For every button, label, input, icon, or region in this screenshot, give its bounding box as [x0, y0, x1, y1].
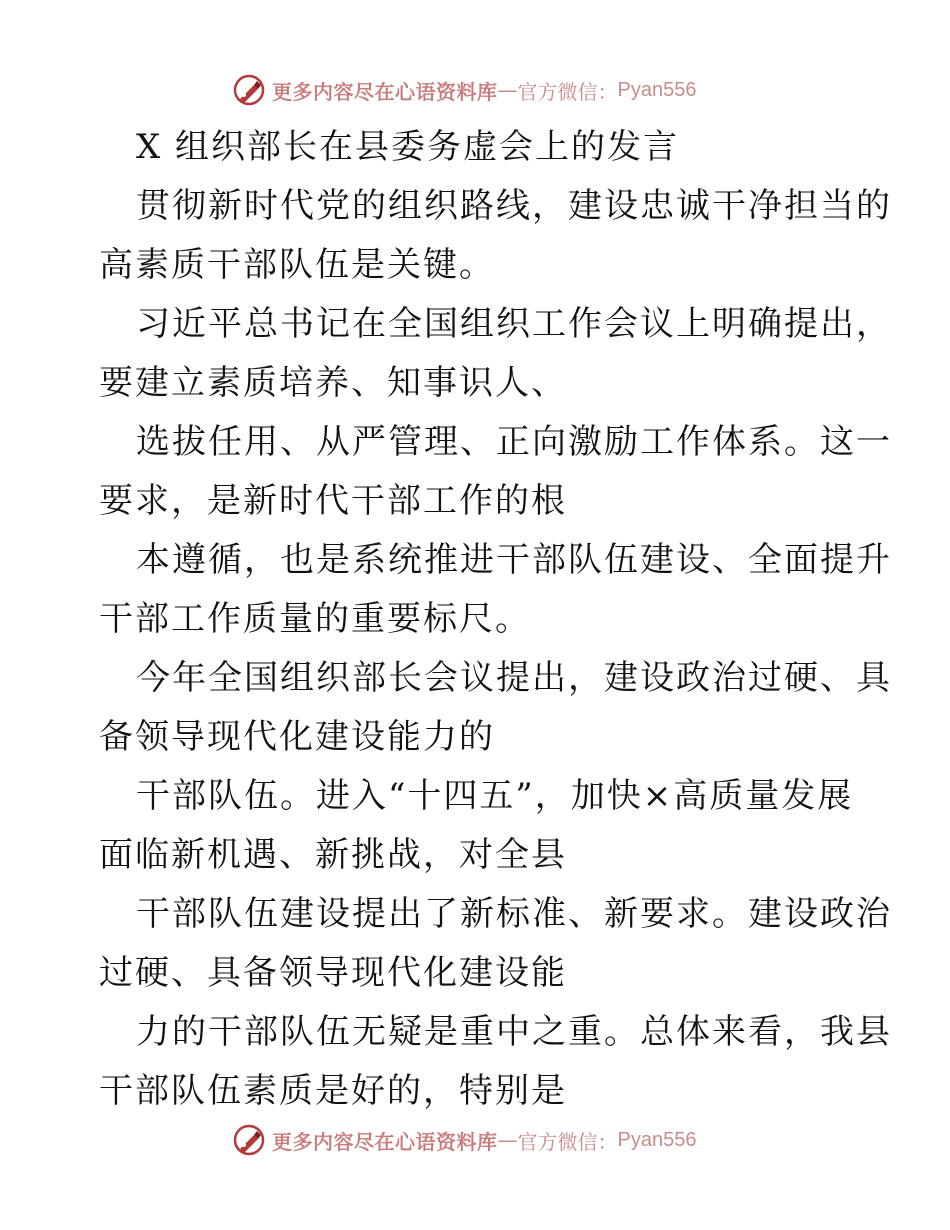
text-line: 本遵循，也是系统推进干部队伍建设、全面提升 [136, 540, 892, 580]
text-line: 高素质干部队伍是关键。 [99, 245, 495, 285]
watermark-separator: — [497, 1128, 518, 1152]
pen-logo-icon [232, 1123, 266, 1157]
header-watermark [232, 72, 732, 108]
watermark-wechat-id: Pyan556 [617, 78, 697, 101]
text-line: 干部队伍素质是好的，特别是 [99, 1071, 567, 1111]
watermark-separator: — [497, 78, 518, 102]
text-line: 贯彻新时代党的组织路线，建设忠诚干净担当的 [136, 186, 892, 226]
text-line: 今年全国组织部长会议提出，建设政治过硬、具 [136, 658, 892, 698]
document-title: X 组织部长在县委务虚会上的发言 [136, 127, 680, 167]
text-line: 要建立素质培养、知事识人、 [99, 363, 567, 403]
watermark-main-text: 更多内容尽在心语资料库 [272, 79, 498, 104]
watermark-wechat-id: Pyan556 [617, 1128, 697, 1151]
text-line: 力的干部队伍无疑是重中之重。总体来看，我县 [136, 1012, 892, 1052]
text-line: 要求，是新时代干部工作的根 [99, 481, 567, 521]
text-line: 备领导现代化建设能力的 [99, 717, 495, 757]
watermark-main-text: 更多内容尽在心语资料库 [272, 1129, 498, 1154]
pen-logo-icon [232, 73, 266, 107]
text-line: 面临新机遇、新挑战，对全县 [99, 835, 567, 875]
watermark-official-label: 官方微信： [517, 79, 618, 104]
text-line: 干部队伍建设提出了新标准、新要求。建设政治 [136, 894, 892, 934]
text-line: 过硬、具备领导现代化建设能 [99, 953, 567, 993]
footer-watermark [232, 1122, 732, 1158]
text-line: 选拔任用、从严管理、正向激励工作体系。这一 [136, 422, 892, 462]
text-line: 干部工作质量的重要标尺。 [99, 599, 531, 639]
text-line: 习近平总书记在全国组织工作会议上明确提出， [136, 304, 892, 344]
watermark-official-label: 官方微信： [517, 1129, 618, 1154]
text-line: 干部队伍。进入“十四五”，加快×高质量发展 [136, 776, 854, 816]
